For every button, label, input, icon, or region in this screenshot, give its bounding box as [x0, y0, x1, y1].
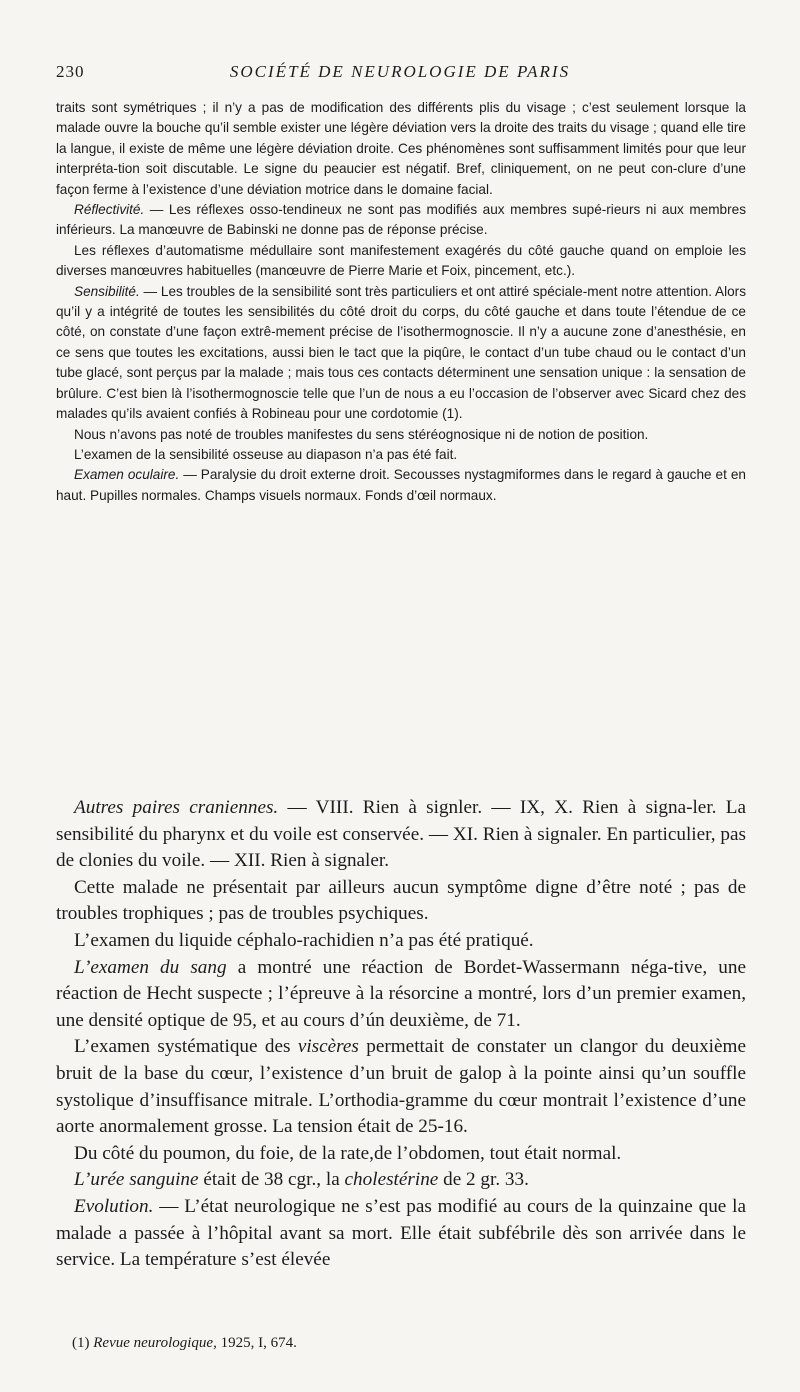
- paragraph-sang: L’examen du sang a montré une réaction de Bordet-Wassermann néga-tive, une réaction de Hecht suspecte ; l’épreuve à la résorcine a montré, lors d’un premier examen, une densité optique de 95, et au cours d’ún deuxième, de 71.: [56, 956, 746, 1031]
- paragraph-stereognosie: Nous n’avons pas noté de troubles manifestes du sens stéréognosique ni de notion de position.: [74, 426, 649, 442]
- paragraph-uree: L’urée sanguine était de 38 cgr., la cholestérine de 2 gr. 33.: [74, 1169, 529, 1191]
- section-heading: Sensibilité.: [74, 283, 140, 299]
- paragraph-lcr: L’examen du liquide céphalo-rachidien n’a pas été pratiqué.: [74, 929, 534, 951]
- section-heading: Autres paires craniennes.: [74, 797, 279, 818]
- footnote: [72, 1335, 297, 1352]
- footnote-number: (1): [72, 1335, 94, 1351]
- paragraph-evolution: Evolution. — L’état neurologique ne s’est pas modifié au cours de la quinzaine que la malade a passée à l’hôpital avant sa mort. Elle était subfébrile dès son arrivée dans le service. La température s’est élevée: [56, 1195, 746, 1271]
- footnote-reference: 1925, I, 674.: [216, 1335, 297, 1351]
- small-print-block: [56, 98, 746, 506]
- paragraph-reflectivite: Réflectivité. — Les réflexes osso-tendineux ne sont pas modifiés aux membres supé-rieurs ni aux membres inférieurs. La manœuvre de Babinski ne donne pas de réponse précise.: [56, 202, 746, 238]
- footnote-journal: Revue neurologique,: [93, 1335, 217, 1351]
- paragraph-automatisme: Les réflexes d’automatisme médullaire sont manifestement exagérés du côté gauche quand on emploie les diverses manœuvres habituelles (manœuvre de Pierre Marie et Foix, pincement, etc.).: [56, 242, 746, 279]
- section-heading: L’examen du sang: [74, 956, 227, 978]
- section-heading: Evolution.: [74, 1195, 154, 1217]
- paragraph-paires-craniennes: Autres paires craniennes. — VIII. Rien à signler. — IX, X. Rien à signa-ler. La sensibilité du pharynx et du voile est conservée. — XI. Rien à signaler. En particulier, pas de clonies du voile. — XII. Rien à signaler.: [56, 797, 746, 872]
- running-title: SOCIÉTÉ DE NEUROLOGIE DE PARIS: [229, 62, 571, 81]
- paragraph-facial: traits sont symétriques ; il n’y a pas de modification des différents plis du visage ; c’est seulement lorsque la malade ouvre la bouche qu’il semble exister une légère déviation vers la droite des traits du visage ; quand elle tire la langue, il existe de même une légère déviation droite. Ces phénomènes sont suffisamment limités pour que leur interpréta-tion soit discutable. Le signe du peaucier est négatif. Bref, cliniquement, on ne peut con-clure d’une façon ferme à l’existence d’une déviation motrice dans le domaine facial.: [56, 100, 746, 197]
- section-heading: Examen oculaire.: [74, 467, 180, 483]
- page-number: 230: [56, 62, 85, 81]
- section-heading: Réflectivité.: [74, 202, 145, 218]
- paragraph-oculaire: Examen oculaire. — Paralysie du droit externe droit. Secousses nystagmiformes dans le regard à gauche et en haut. Pupilles normales. Champs visuels normaux. Fonds d’œil normaux.: [56, 467, 746, 503]
- paragraph-sensibilite: Sensibilité. — Les troubles de la sensibilité sont très particuliers et ont attiré spéciale-ment notre attention. Alors qu’il y a intégrité de toutes les sensibilités du côté droit du corps, du côté gauche et dans toute l’étendue de ce côté, on constate d’une façon extrê-mement précise de l’isothermognoscie. Il n’y a aucune zone d’anesthésie, en ce sens que toutes les excitations, aussi bien le tact que la piqûre, le contact d’un tube chaud ou le contact d’un tube glacé, sont perçus par la malade ; mais tous ces contacts déterminent une sensation unique : la sensation de brûlure. C’est bien là l’isothermognoscie telle que l’un de nous a eu l’occasion de l’observer avec Sicard chez des malades qu’ils avaient confiés à Robineau pour une cordotomie (1).: [56, 283, 746, 422]
- page-header: [56, 62, 744, 86]
- large-print-block: [56, 795, 746, 1274]
- paragraph-diapason: L’examen de la sensibilité osseuse au diapason n’a pas été fait.: [74, 446, 458, 462]
- paragraph-visceres: L’examen systématique des viscères permettait de constater un clangor du deuxième bruit de la base du cœur, l’existence d’un bruit de galop à la pointe ainsi qu’un souffle systolique d’insuffisance mitrale. L’orthodia-gramme du cœur montrait l’existence d’une aorte anormalement grosse. La tension était de 25-16.: [56, 1036, 746, 1138]
- paragraph-poumon: Du côté du poumon, du foie, de la rate,de l’obdomen, tout était normal.: [74, 1142, 622, 1164]
- paragraph-symptomes: Cette malade ne présentait par ailleurs aucun symptôme digne d’être noté ; pas de troubles trophiques ; pas de troubles psychiques.: [56, 876, 746, 925]
